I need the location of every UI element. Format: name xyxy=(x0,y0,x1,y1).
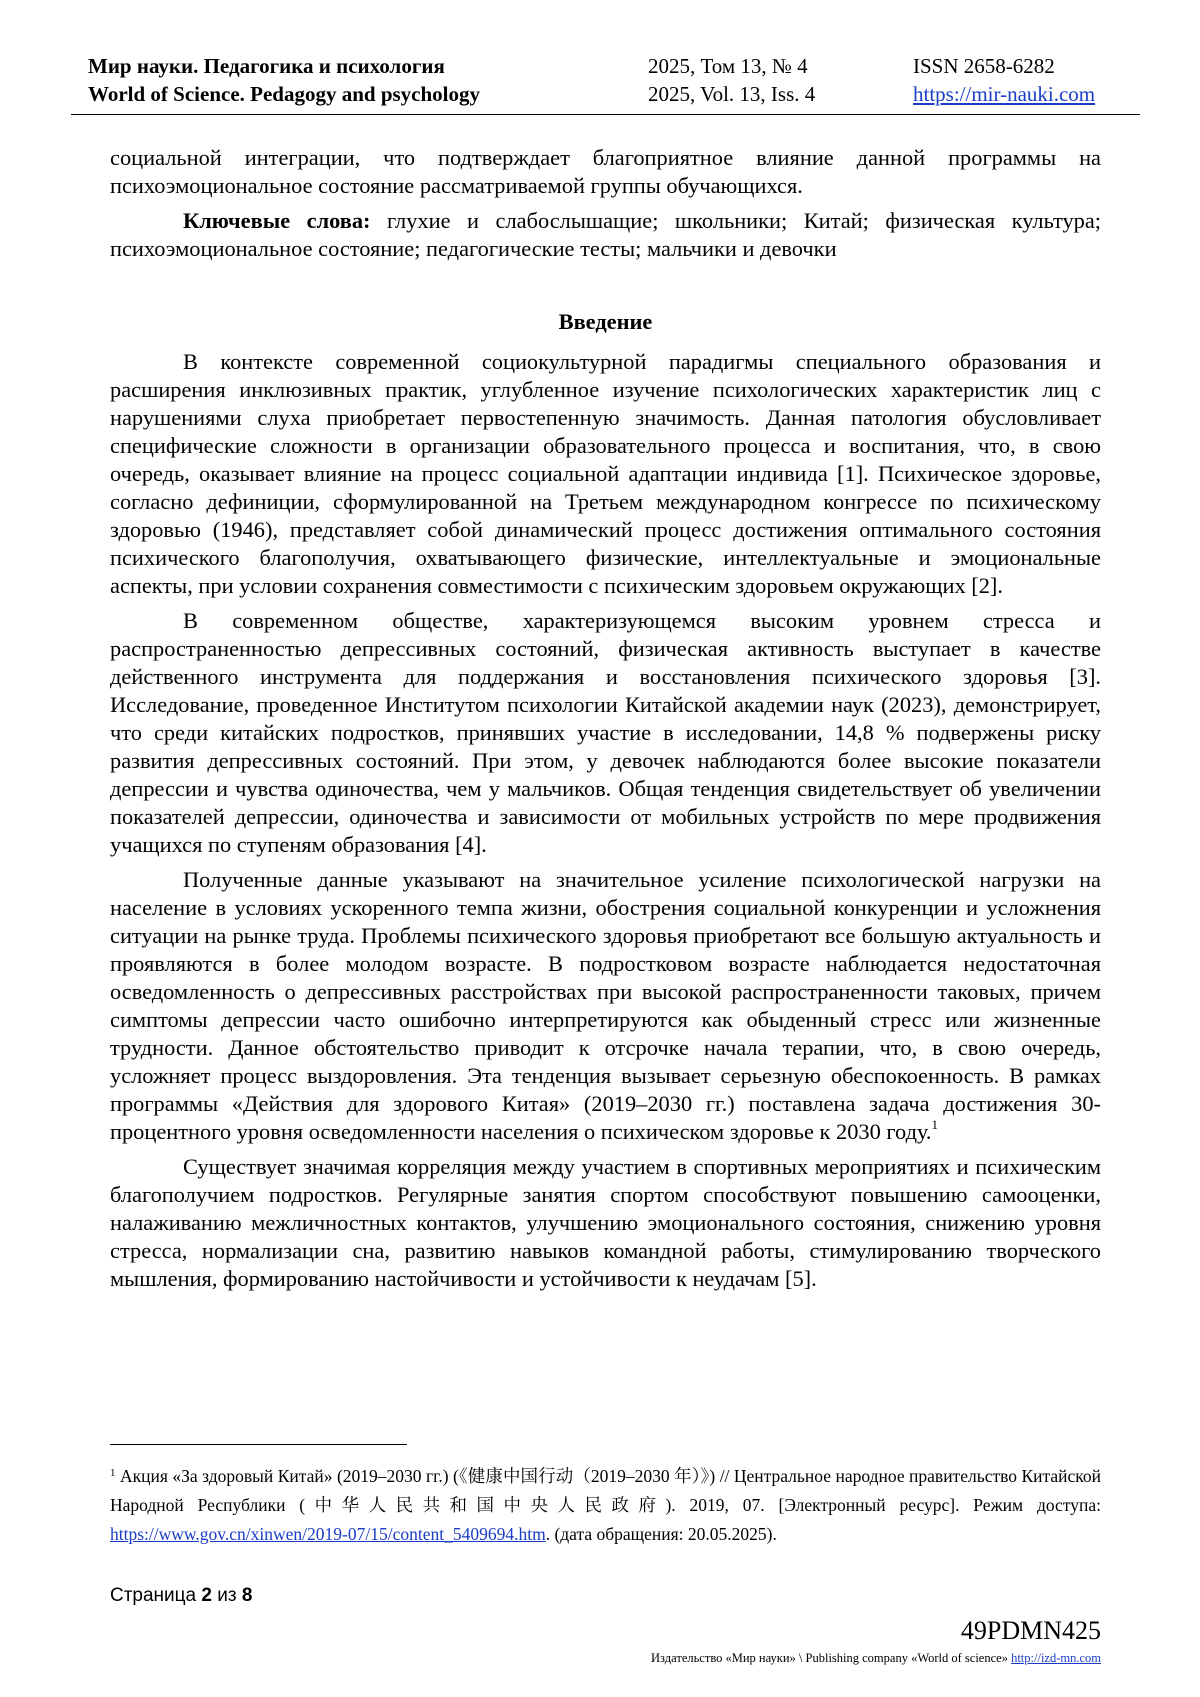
paragraph: В контексте современной социокультурной парадигмы специального образования и расширения инклюзивных практик, углубленное изучение психологических характеристик лиц с нарушениями слуха приобретает первостепенную значимость. Данная патология обусловливает специфические сложности в организации образовательного процесса и воспитания, что, в свою очередь, оказывает влияние на процесс социальной адаптации индивида [1]. Психическое здоровье, согласно дефиниции, сформулированной на Третьем международном конгрессе по психическому здоровью (1946), представляет собой динамический процесс достижения оптимального состояния психического благополучия, охватывающего физические, интеллектуальные и эмоциональные аспекты, при условии сохранения совместимости с психическим здоровьем окружающих [2]. xyxy=(110,349,1101,598)
footnote-link[interactable]: https://www.gov.cn/xinwen/2019-07/15/content_5409694.htm xyxy=(110,1524,546,1544)
journal-title xyxy=(88,52,480,108)
paragraph-text: Полученные данные указывают на значительное усиление психологической нагрузки на население в условиях ускоренного темпа жизни, обострения социальной конкуренции и усложнения ситуации на рынке труда. Проблемы психического здоровья приобретают все большую актуальность и проявляются в более молодом возрасте. В подростковом возрасте наблюдается недостаточная осведомленность о депрессивных расстройствах при высокой распространенности таковых, причем симптомы депрессии часто ошибочно интерпретируются как обыденный стресс или жизненные трудности. Данное обстоятельство приводит к отсрочке начала терапии, что, в свою очередь, усложняет процесс выздоровления. Эта тенденция вызывает серьезную обеспокоенность. В рамках программы «Действия для здорового Китая» (2019–2030 гг.) поставлена задача достижения 30-процентного уровня осведомленности населения о психическом здоровье к 2030 году. xyxy=(110,867,1101,1144)
footnote-divider xyxy=(110,1444,407,1445)
site-link[interactable]: https://mir-nauki.com xyxy=(913,82,1096,106)
keywords-label: Ключевые слова: xyxy=(183,208,371,233)
article-code: 49PDMN425 xyxy=(960,1616,1101,1645)
abstract-end: социальной интеграции, что подтверждает благоприятное влияние данной программы на психоэмоциональное состояние рассматриваемой группы обучающихся. xyxy=(110,145,1101,198)
page-of: из xyxy=(217,1585,237,1606)
keywords xyxy=(110,207,1101,263)
page-header xyxy=(71,50,1140,115)
page-current: 2 xyxy=(201,1585,212,1606)
publisher-line xyxy=(651,1650,1101,1666)
issn: ISSN 2658-6282 xyxy=(913,54,1055,78)
issue-info xyxy=(648,52,815,108)
section-title: Введение xyxy=(558,309,653,334)
journal-title-en: World of Science. Pedagogy and psychology xyxy=(88,82,481,106)
issn-block xyxy=(913,52,1095,108)
page-total: 8 xyxy=(241,1585,253,1606)
paragraph: В современном обществе, характеризующемся высоким уровнем стресса и распространенностью депрессивных состояний, физическая активность выступает в качестве действенного инструмента для поддержания и восстановления психического здоровья [3]. Исследование, проведенное Институтом психологии Китайской академии наук (2023), демонстрирует, что среди китайских подростков, принявших участие в исследовании, 14,8 % подвержены риску развития депрессивных состояний. При этом, у девочек наблюдаются более высокие показатели депрессии и чувства одиночества, чем у мальчиков. Общая тенденция свидетельствует об увеличении показателей депрессии, одиночества и зависимости от мобильных устройств по мере продвижения учащихся по ступеням образования [4]. xyxy=(110,608,1101,857)
footnote-number: 1 xyxy=(110,1467,116,1479)
publisher-text: Издательство «Мир науки» \ Publishing company «World of science» xyxy=(651,1651,1012,1665)
page-label: Страница xyxy=(110,1585,197,1606)
paragraph xyxy=(110,866,1101,1146)
footnote-text: Акция «За здоровый Китай» (2019–2030 гг.) (《健康中国行动（2019–2030 年）》) // Центральное народное правительство Китайской Народной Республики (中华人民共和国中央人民政府). 2019, 07. [Электронный ресурс]. Режим доступа: xyxy=(110,1466,1101,1515)
publisher-link[interactable]: http://izd-mn.com xyxy=(1011,1651,1101,1665)
footnote xyxy=(110,1462,1101,1549)
journal-title-ru: Мир науки. Педагогика и психология xyxy=(88,54,445,78)
paragraph: Существует значимая корреляция между участием в спортивных мероприятиях и психическим благополучием подростков. Регулярные занятия спортом способствуют повышению самооценки, налаживанию межличностных контактов, улучшению эмоционального состояния, снижению уровня стресса, нормализации сна, развитию навыков командной работы, стимулированию творческого мышления, формированию настойчивости и устойчивости к неудачам [5]. xyxy=(110,1154,1101,1291)
footnote-marker[interactable]: 1 xyxy=(931,1117,939,1132)
issue-info-ru: 2025, Том 13, № 4 xyxy=(648,54,808,78)
article-body xyxy=(110,144,1101,1300)
keywords-text: глухие и слабослышащие; школьники; Китай; физическая культура; психоэмоциональное состояние; педагогические тесты; мальчики и девочки xyxy=(110,208,1101,261)
issue-info-en: 2025, Vol. 13, Iss. 4 xyxy=(648,82,816,106)
page-number xyxy=(110,1584,252,1608)
footnote-tail: . (дата обращения: 20.05.2025). xyxy=(545,1524,777,1544)
